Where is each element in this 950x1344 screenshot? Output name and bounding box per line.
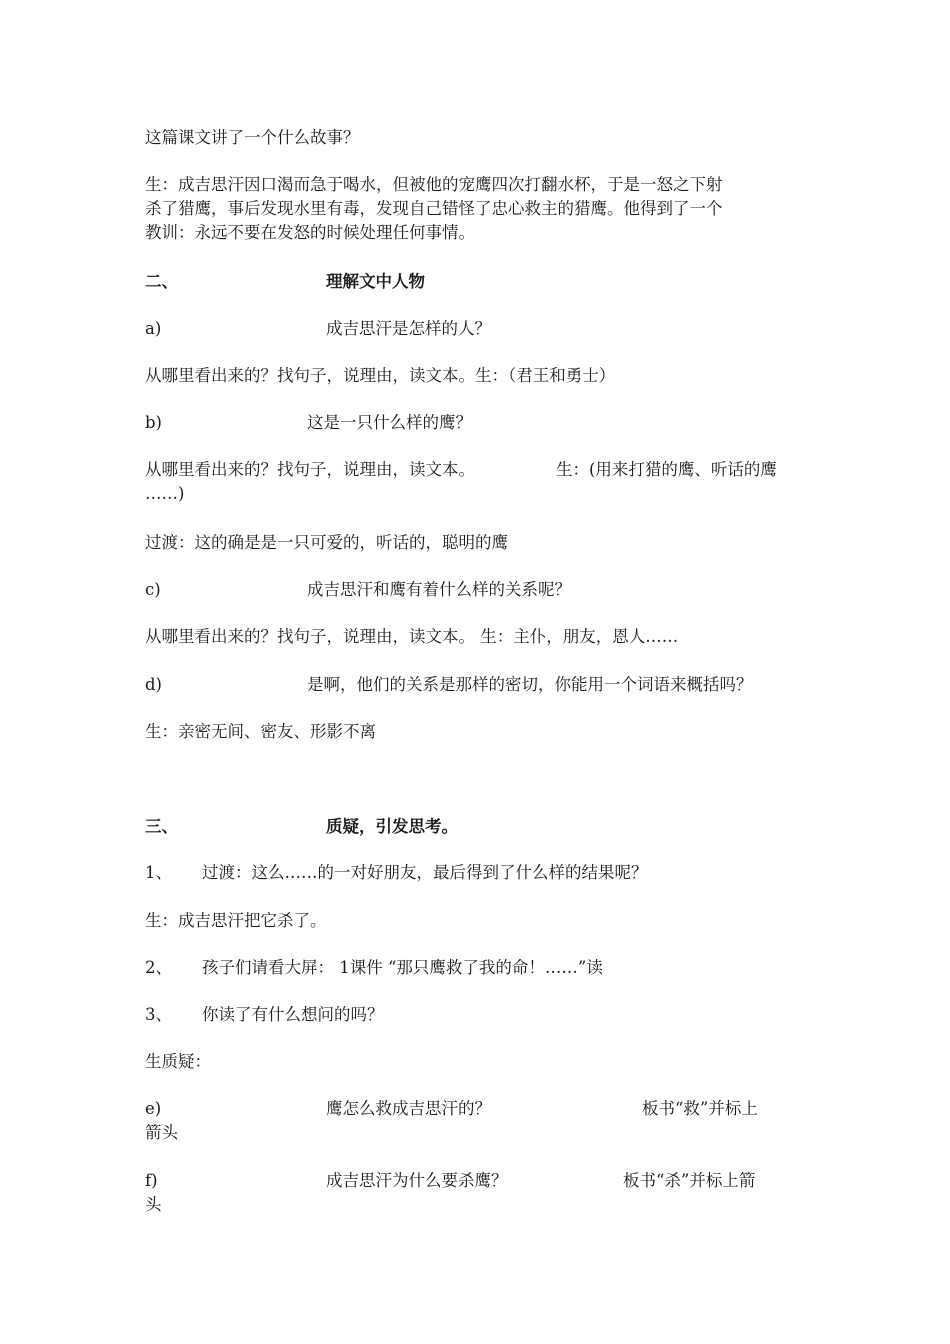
step-3 (145, 1003, 825, 1027)
intro-question: 这篇课文讲了一个什么故事？ (145, 128, 360, 147)
item-b-answer-right: 生：(用来打猎的鹰、听话的鹰 (556, 460, 777, 479)
item-b-answer-left: 从哪里看出来的？找句子，说理由，读文本。 (145, 460, 475, 479)
section-3-title: 质疑，引发思考。 (326, 817, 458, 836)
item-d-text: 是啊，他们的关系是那样的密切，你能用一个词语来概括吗？ (307, 675, 753, 694)
item-d-marker: d) (145, 675, 162, 694)
item-f-text: 成吉思汗为什么要杀鹰？ (326, 1171, 508, 1190)
item-f-board-note: 板书“杀”并标上箭 (623, 1171, 756, 1190)
section-2-number: 二、 (145, 272, 178, 291)
item-e-board-note-cont: 箭头 (145, 1123, 178, 1142)
student-questions-label: 生质疑： (145, 1052, 211, 1071)
item-c-text: 成吉思汗和鹰有着什么样的关系呢？ (307, 580, 571, 599)
step-1-text: 过渡：这么……的一对好朋友，最后得到了什么样的结果呢？ (202, 863, 648, 882)
step-1 (145, 861, 825, 885)
item-a (145, 317, 825, 341)
item-c-answer: 从哪里看出来的？找句子，说理由，读文本。 生：主仆，朋友，恩人…… (145, 627, 679, 646)
step-1-number: 1、 (145, 863, 172, 882)
step-1-answer: 生：成吉思汗把它杀了。 (145, 911, 327, 930)
item-e-board-note: 板书“救”并标上 (642, 1099, 758, 1118)
item-b (145, 411, 825, 435)
section-3-heading (145, 815, 825, 839)
item-a-marker: a) (145, 319, 162, 338)
item-e-text: 鹰怎么救成吉思汗的？ (326, 1099, 491, 1118)
item-a-text: 成吉思汗是怎样的人？ (326, 319, 491, 338)
item-b-answer-line-2: ……) (145, 484, 185, 503)
item-b-answer-line-1 (145, 458, 825, 482)
item-d-answer: 生：亲密无间、密友、形影不离 (145, 722, 376, 741)
section-2-title: 理解文中人物 (326, 272, 425, 291)
section-2-heading (145, 270, 825, 294)
story-answer-line-1: 生：成吉思汗因口渴而急于喝水，但被他的宠鹰四次打翻水杯，于是一怒之下射 (145, 175, 723, 194)
story-answer-line-2: 杀了猎鹰，事后发现水里有毒，发现自己错怪了忠心救主的猎鹰。他得到了一个 (145, 199, 723, 218)
story-answer-line-3: 教训：永远不要在发怒的时候处理任何事情。 (145, 223, 475, 242)
item-e-marker: e) (145, 1099, 162, 1118)
step-2 (145, 956, 825, 980)
item-e (145, 1097, 825, 1121)
step-2-number: 2、 (145, 958, 172, 977)
item-f-board-note-cont: 头 (145, 1195, 162, 1214)
item-f-marker: f) (145, 1171, 158, 1190)
item-c-marker: c) (145, 580, 161, 599)
item-c (145, 578, 825, 602)
step-3-number: 3、 (145, 1005, 172, 1024)
transition-1: 过渡：这的确是是一只可爱的，听话的，聪明的鹰 (145, 533, 508, 552)
step-2-text: 孩子们请看大屏： 1课件 “那只鹰救了我的命！……”读 (202, 958, 603, 977)
item-d (145, 673, 825, 697)
step-3-text: 你读了有什么想问的吗？ (202, 1005, 384, 1024)
item-b-marker: b) (145, 413, 162, 432)
section-3-number: 三、 (145, 817, 178, 836)
item-f (145, 1169, 825, 1193)
item-a-answer: 从哪里看出来的？找句子，说理由，读文本。生：（君王和勇士） (145, 366, 616, 385)
item-b-text: 这是一只什么样的鹰？ (307, 413, 472, 432)
